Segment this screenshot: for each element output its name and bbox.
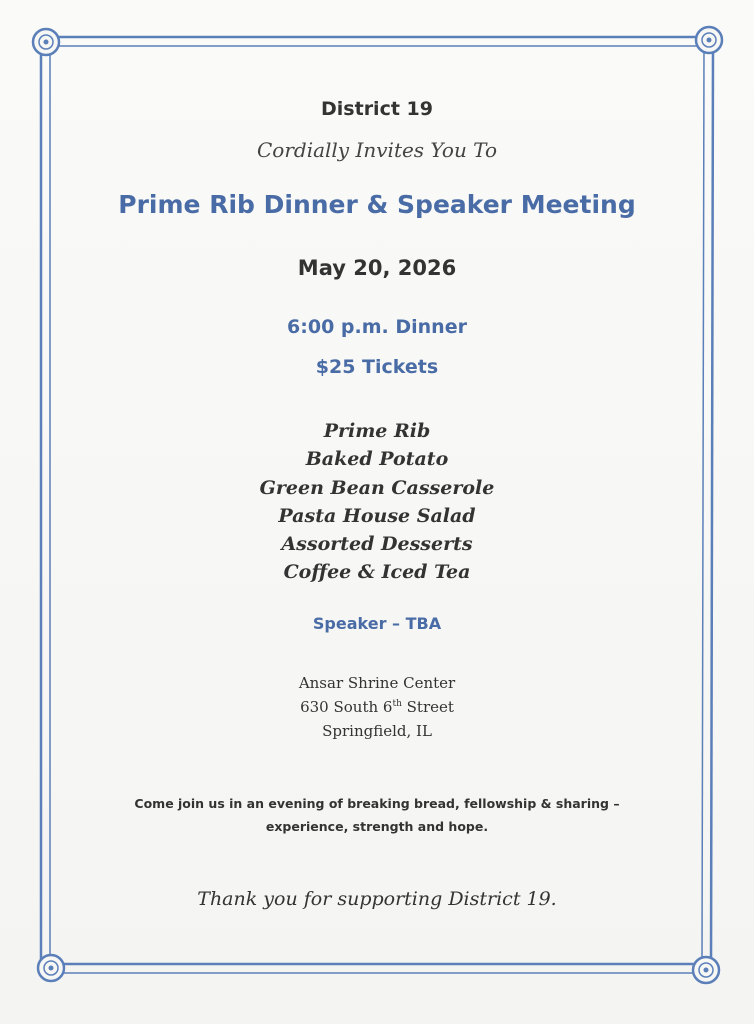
event-title: Prime Rib Dinner & Speaker Meeting [118,190,636,219]
closing-line-2: experience, strength and hope. [265,819,489,834]
thank-you-line: Thank you for supporting District 19. [197,888,557,910]
venue-name: Ansar Shrine Center [298,674,456,692]
speaker-line: Speaker – TBA [312,614,442,633]
venue-city: Springfield, IL [322,722,432,740]
venue-street-sup: th [392,699,402,709]
host-name: District 19 [321,98,433,120]
corner-ornament-bottom-right [693,957,719,983]
menu-item: Baked Potato [305,448,449,470]
menu-item: Green Bean Casserole [259,477,495,499]
menu-item: Prime Rib [323,420,431,442]
venue-street-suffix: Street [401,698,454,716]
venue-street [60,698,694,716]
event-date: May 20, 2026 [297,256,457,280]
closing-line-1: Come join us in an evening of breaking bread, fellowship & sharing – [134,796,620,811]
event-time: 6:00 p.m. Dinner [287,316,467,338]
invitation-content [60,0,694,1024]
venue-street-prefix: 630 South 6 [300,698,393,716]
menu-item: Pasta House Salad [278,505,476,527]
corner-ornament-top-left [33,29,59,55]
ticket-price: $25 Tickets [315,356,439,378]
intro-text: Cordially Invites You To [256,138,498,162]
corner-ornament-top-right [696,27,722,53]
menu-item: Assorted Desserts [281,533,473,555]
menu-item: Coffee & Iced Tea [283,561,471,583]
